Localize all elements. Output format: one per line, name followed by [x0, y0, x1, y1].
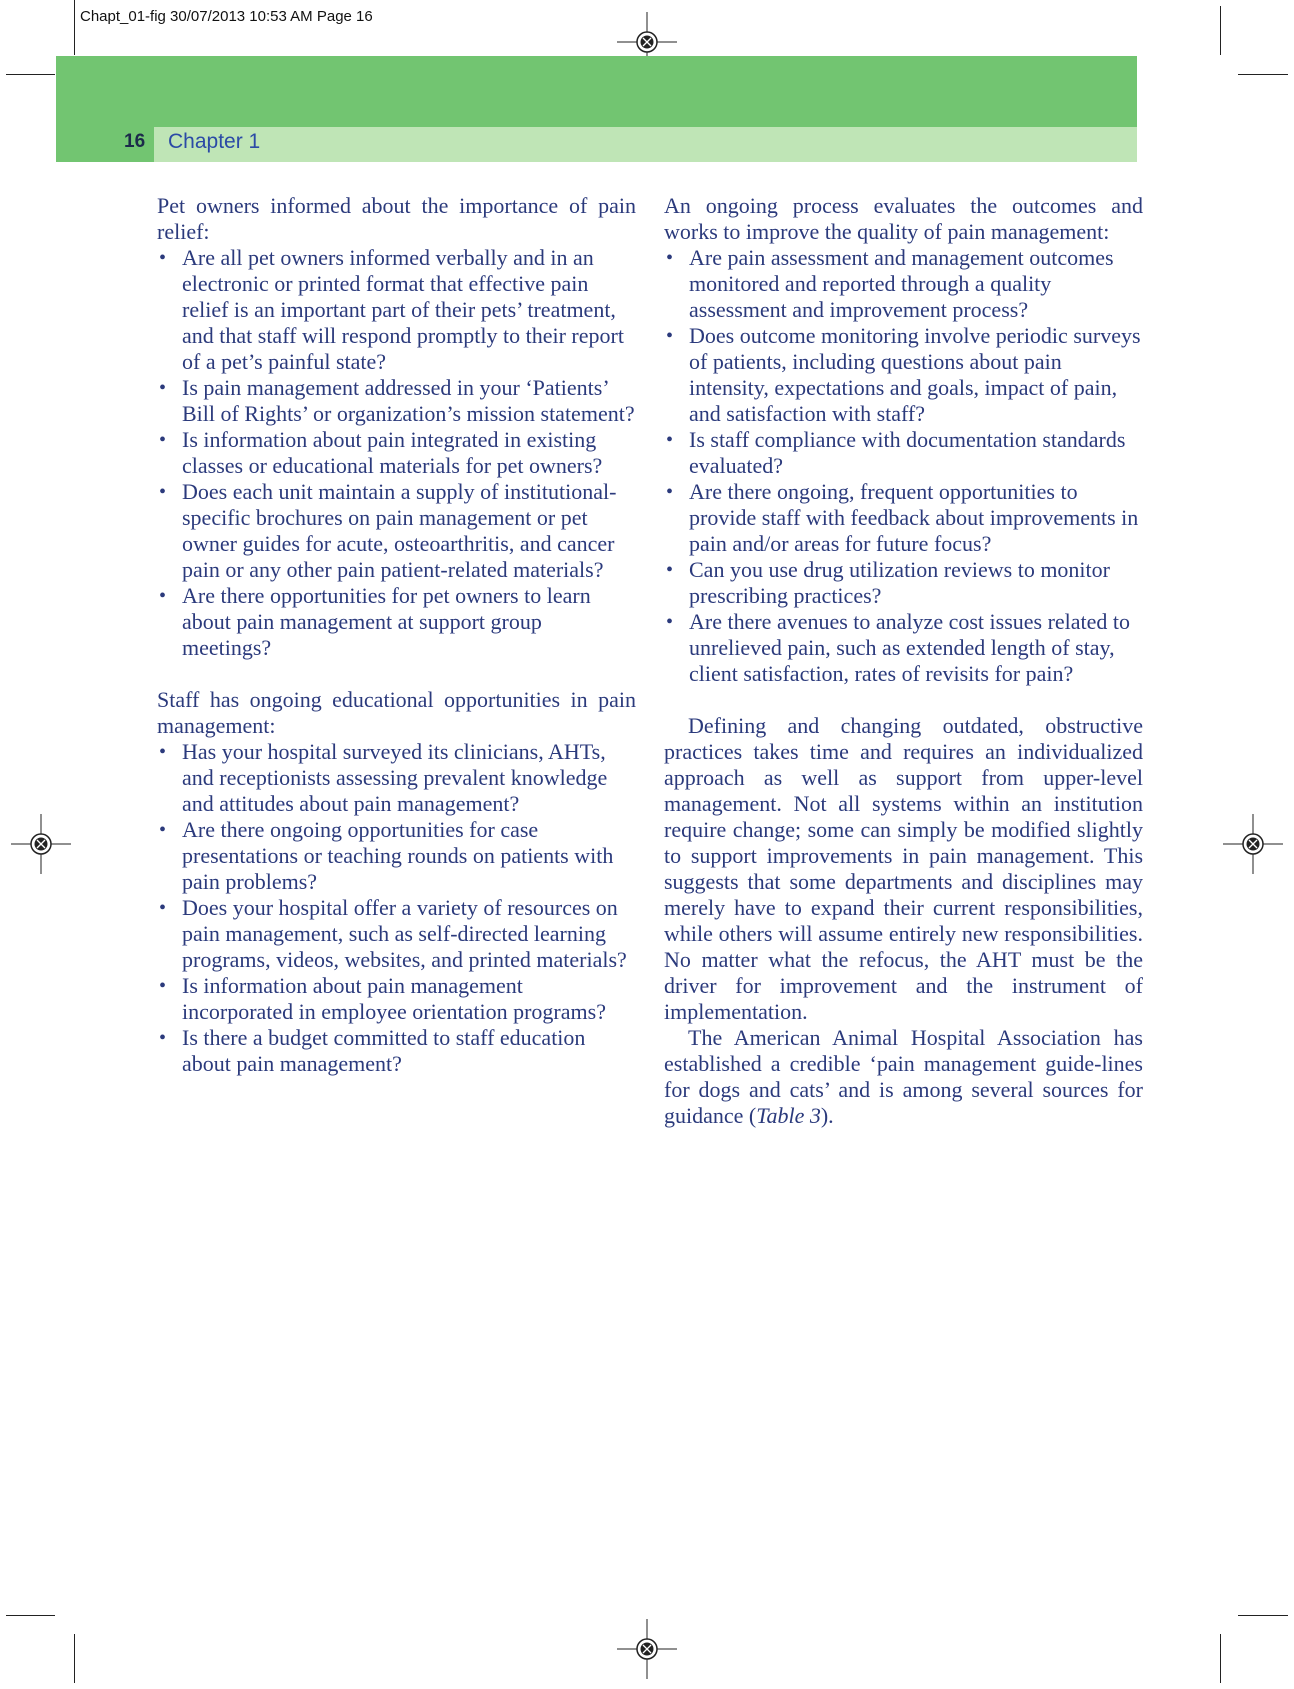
left-column: [157, 193, 636, 1077]
list-item: • Are there ongoing opportunities for case presentations or teaching rounds on patients with pain problems?: [157, 817, 636, 895]
crop-mark-bottom-left-h: [6, 1615, 55, 1616]
crop-mark-bottom-right-h: [1238, 1615, 1288, 1616]
crop-mark-top-left-v: [74, 0, 75, 55]
list-item: • Has your hospital surveyed its clinicians, AHTs, and receptionists assessing prevalent knowledge and attitudes about pain management?: [157, 739, 636, 817]
list-item: • Is staff compliance with documentation standards evaluated?: [664, 427, 1143, 479]
crop-mark-bottom-left-v: [74, 1634, 75, 1683]
registration-mark-right: [1221, 812, 1285, 876]
list-item: • Are pain assessment and management outcomes monitored and reported through a quality assessment and improvement process?: [664, 245, 1143, 323]
list-item: • Are there opportunities for pet owners to learn about pain management at support group meetings?: [157, 583, 636, 661]
bullet-list-staff: [157, 739, 636, 1077]
bullet-list-outcomes: [664, 245, 1143, 687]
table-reference-link: Table 3: [756, 1103, 821, 1128]
section-lead-outcomes: An ongoing process evaluates the outcomes and works to improve the quality of pain management:: [664, 193, 1143, 244]
right-column: [664, 193, 1143, 1129]
list-item: • Does your hospital offer a variety of resources on pain management, such as self-directed learning programs, videos, websites, and printed materials?: [157, 895, 636, 973]
list-item: • Are there ongoing, frequent opportunities to provide staff with feedback about improvements in pain and/or areas for future focus?: [664, 479, 1143, 557]
list-item: • Are all pet owners informed verbally and in an electronic or printed format that effective pain relief is an important part of their pets’ treatment, and that staff will respond promptly to their report of a pet’s painful state?: [157, 245, 636, 375]
crop-mark-bottom-right-v: [1220, 1634, 1221, 1683]
crop-mark-top-right-h: [1238, 74, 1288, 75]
header-band: [56, 56, 1137, 127]
list-item: • Is there a budget committed to staff education about pain management?: [157, 1025, 636, 1077]
page-number: 16: [124, 131, 146, 152]
crop-mark-top-right-v: [1220, 6, 1221, 55]
body-paragraph-2: [664, 1025, 1143, 1129]
list-item: • Does outcome monitoring involve periodic surveys of patients, including questions about pain intensity, expectations and goals, impact of pain, and satisfaction with staff?: [664, 323, 1143, 427]
crop-mark-top-left-h: [6, 74, 55, 75]
section-lead-pet-owners: Pet owners informed about the importance of pain relief:: [157, 193, 636, 244]
list-item: • Is information about pain integrated in existing classes or educational materials for pet owners?: [157, 427, 636, 479]
registration-mark-left: [9, 812, 73, 876]
paragraph-2-end: ).: [820, 1103, 834, 1128]
registration-mark-bottom: [615, 1617, 679, 1681]
print-slug: Chapt_01-fig 30/07/2013 10:53 AM Page 16: [80, 8, 373, 25]
chapter-title: Chapter 1: [168, 130, 261, 153]
paragraph-2-text: The American Animal Hospital Association has established a credible ‘pain management guide-lines for dogs and cats’ and is among several sources for guidance (: [664, 1025, 1143, 1128]
bullet-list-pet-owners: [157, 245, 636, 661]
list-item: • Is information about pain management incorporated in employee orientation programs?: [157, 973, 636, 1025]
body-paragraph-1: Defining and changing outdated, obstructive practices takes time and requires an individualized approach as well as support from upper-level management. Not all systems within an institution require change; some can simply be modified slightly to support improvements in pain management. This suggests that some departments and disciplines may merely have to expand their current responsibilities, while others will assume entirely new responsibilities. No matter what the refocus, the AHT must be the driver for improvement and the instrument of implementation.: [664, 713, 1143, 1024]
section-lead-staff: Staff has ongoing educational opportunities in pain management:: [157, 687, 636, 738]
list-item: • Can you use drug utilization reviews to monitor prescribing practices?: [664, 557, 1143, 609]
list-item: • Is pain management addressed in your ‘Patients’ Bill of Rights’ or organization’s mission statement?: [157, 375, 636, 427]
list-item: • Does each unit maintain a supply of institutional-specific brochures on pain management or pet owner guides for acute, osteoarthritis, and cancer pain or any other pain patient-related materials?: [157, 479, 636, 583]
list-item: • Are there avenues to analyze cost issues related to unrelieved pain, such as extended length of stay, client satisfaction, rates of revisits for pain?: [664, 609, 1143, 687]
